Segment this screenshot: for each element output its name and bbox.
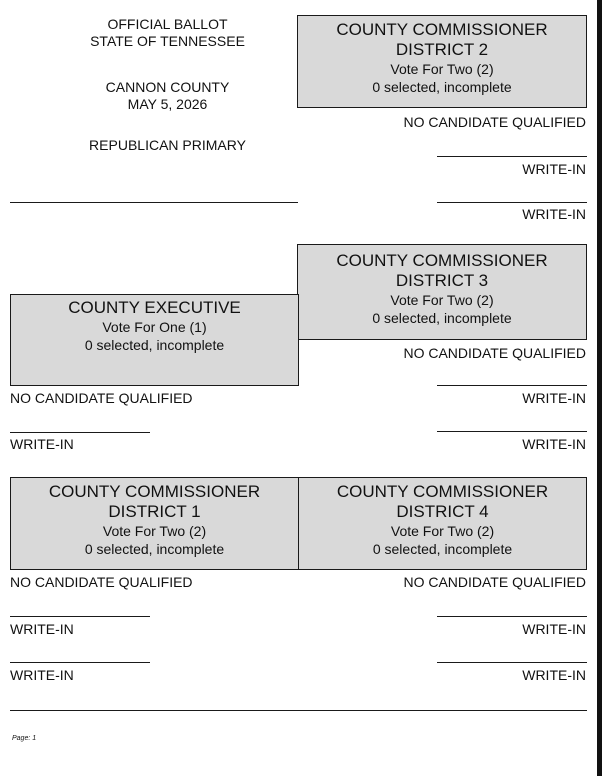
- vote-for-label: Vote For Two (2): [102, 523, 207, 539]
- write-in-option[interactable]: WRITE-IN: [522, 161, 586, 177]
- contest-commissioner-d2-header: [297, 15, 587, 108]
- selection-status: 0 selected, incomplete: [84, 541, 225, 557]
- ballot-state: STATE OF TENNESSEE: [90, 33, 245, 49]
- footer-divider: [10, 710, 587, 711]
- contest-commissioner-d3-header: [297, 244, 587, 340]
- write-in-option[interactable]: WRITE-IN: [522, 667, 586, 683]
- no-candidate-option[interactable]: NO CANDIDATE QUALIFIED: [403, 114, 586, 130]
- contest-title: COUNTY COMMISSIONER: [48, 482, 261, 501]
- write-in-line[interactable]: [437, 385, 587, 386]
- contest-commissioner-d4-header: [298, 477, 587, 570]
- header-divider: [10, 202, 298, 203]
- write-in-option[interactable]: WRITE-IN: [522, 621, 586, 637]
- page-number: Page: 1: [12, 735, 37, 742]
- page-edge-bar: [597, 0, 602, 776]
- contest-district: DISTRICT 2: [395, 40, 489, 59]
- ballot-county: CANNON COUNTY: [105, 79, 230, 95]
- write-in-option[interactable]: WRITE-IN: [522, 390, 586, 406]
- vote-for-label: Vote For Two (2): [390, 61, 494, 77]
- no-candidate-option[interactable]: NO CANDIDATE QUALIFIED: [10, 390, 193, 406]
- write-in-option[interactable]: WRITE-IN: [522, 436, 586, 452]
- write-in-option[interactable]: WRITE-IN: [10, 621, 74, 637]
- write-in-line[interactable]: [10, 616, 150, 617]
- write-in-option[interactable]: WRITE-IN: [522, 206, 586, 222]
- write-in-line[interactable]: [437, 431, 587, 432]
- no-candidate-option[interactable]: NO CANDIDATE QUALIFIED: [403, 574, 586, 590]
- contest-title: COUNTY COMMISSIONER: [336, 251, 548, 270]
- no-candidate-option[interactable]: NO CANDIDATE QUALIFIED: [403, 345, 586, 361]
- ballot-title: OFFICIAL BALLOT: [107, 16, 228, 32]
- vote-for-label: Vote For Two (2): [390, 523, 495, 539]
- no-candidate-option[interactable]: NO CANDIDATE QUALIFIED: [10, 574, 193, 590]
- contest-title: COUNTY COMMISSIONER: [336, 482, 549, 501]
- vote-for-label: Vote For Two (2): [390, 292, 494, 308]
- selection-status: 0 selected, incomplete: [84, 337, 225, 353]
- contest-title: COUNTY COMMISSIONER: [336, 20, 548, 39]
- ballot-election: REPUBLICAN PRIMARY: [89, 137, 246, 153]
- write-in-line[interactable]: [10, 662, 150, 663]
- write-in-line[interactable]: [437, 156, 587, 157]
- contest-district: DISTRICT 3: [395, 271, 489, 290]
- contest-executive-header: [10, 294, 299, 386]
- selection-status: 0 selected, incomplete: [372, 541, 513, 557]
- contest-district: DISTRICT 4: [396, 502, 489, 521]
- write-in-line[interactable]: [10, 432, 150, 433]
- selection-status: 0 selected, incomplete: [372, 79, 512, 95]
- write-in-line[interactable]: [437, 202, 587, 203]
- write-in-line[interactable]: [437, 662, 587, 663]
- ballot-date: MAY 5, 2026: [127, 96, 208, 112]
- selection-status: 0 selected, incomplete: [372, 310, 512, 326]
- contest-district: DISTRICT 1: [108, 502, 201, 521]
- contest-title: COUNTY EXECUTIVE: [68, 298, 241, 317]
- write-in-option[interactable]: WRITE-IN: [10, 436, 74, 452]
- write-in-option[interactable]: WRITE-IN: [10, 667, 74, 683]
- vote-for-label: Vote For One (1): [102, 319, 207, 335]
- contest-commissioner-d1-header: [10, 477, 299, 570]
- write-in-line[interactable]: [437, 616, 587, 617]
